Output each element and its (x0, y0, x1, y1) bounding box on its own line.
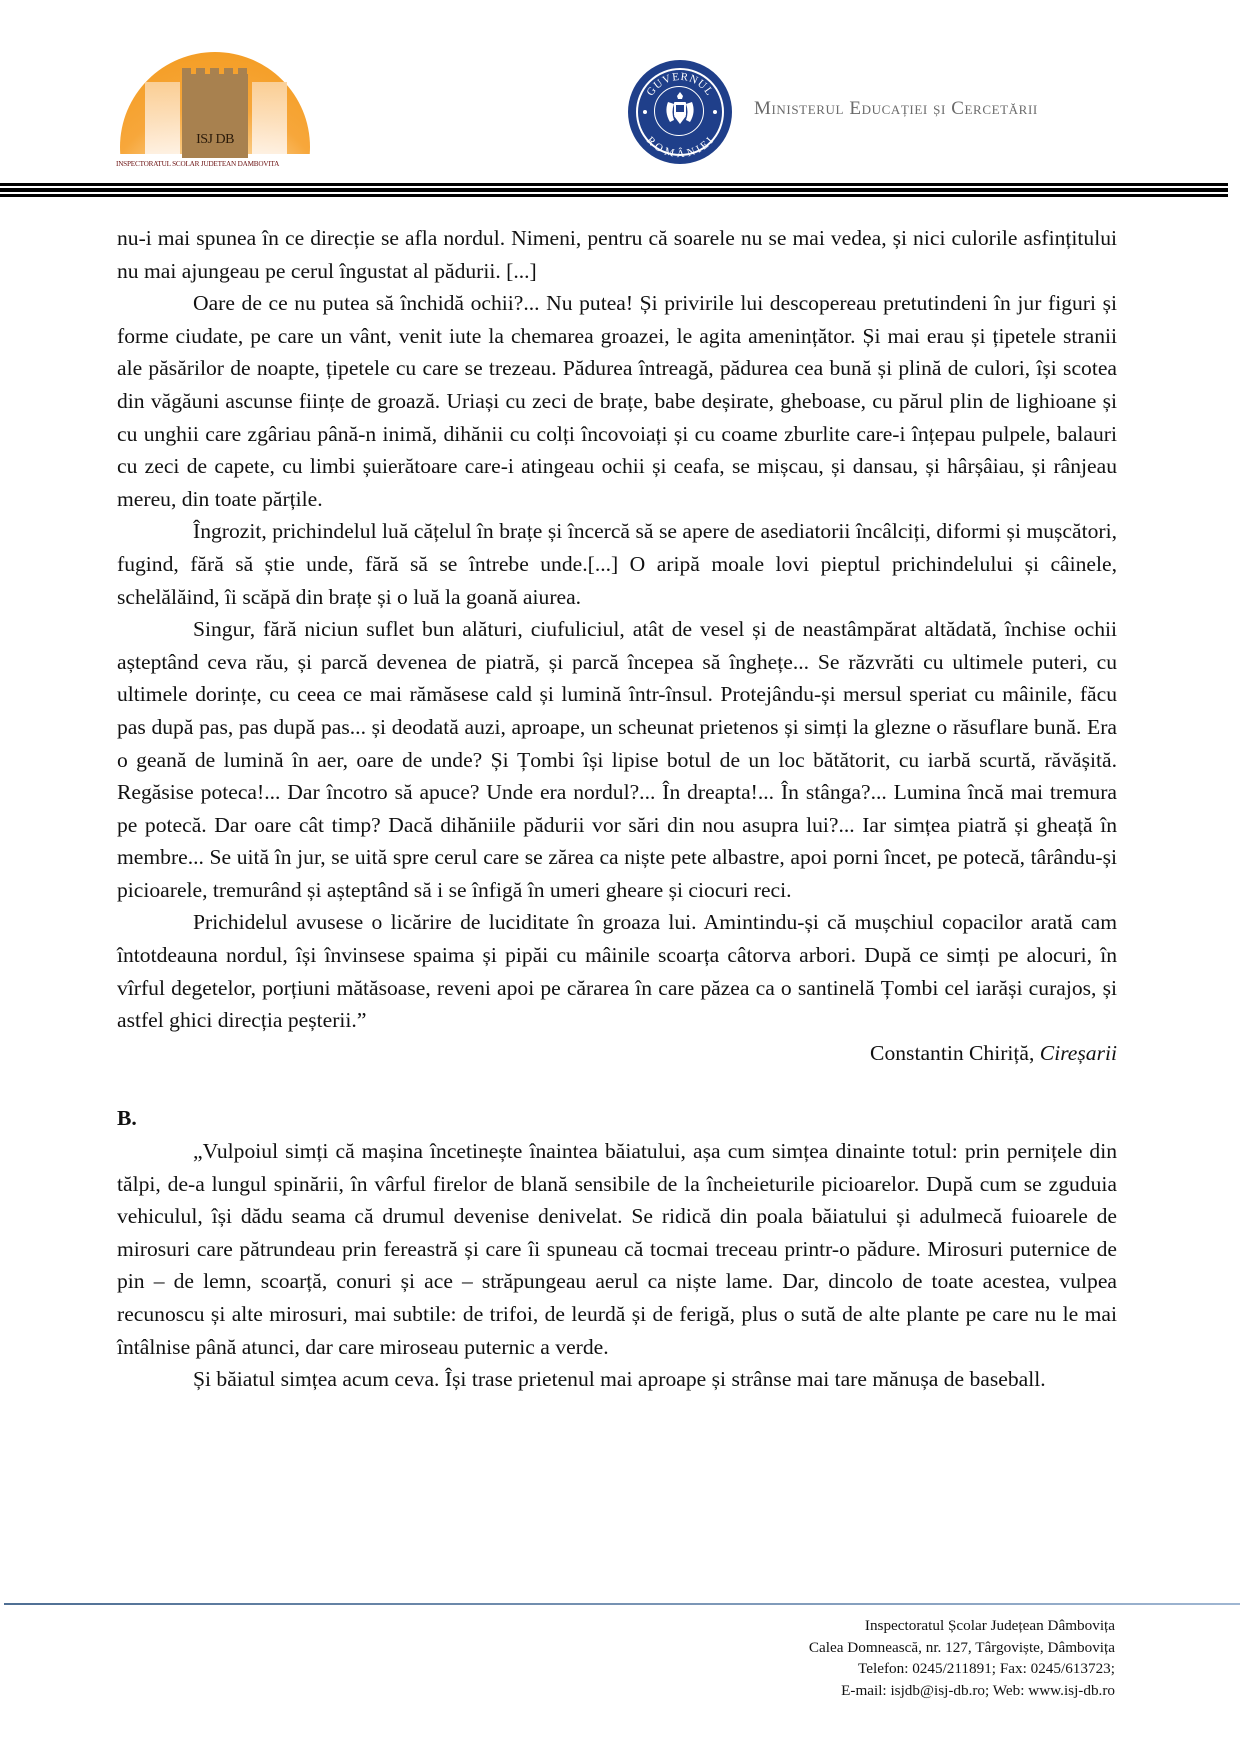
seal-graphic (628, 60, 732, 164)
document-body (117, 222, 1117, 1396)
attribution-author: Constantin Chiriță, (870, 1040, 1040, 1065)
page-footer (809, 1615, 1115, 1701)
footer-divider (4, 1603, 1240, 1605)
paragraph: Oare de ce nu putea să închidă ochii?... Nu putea! Și privirile lui descopereau pretutindeni în jur figuri și forme ciudate, pe care un vânt, venit iute la chemarea groazei, le agita amenințător. Și mai erau și țipetele stranii ale păsărilor de noapte, țipetele cu care se trezeau. Pădurea întreagă, pădurea cea bună și plină de culori, își scotea din văgăuni ascunse ființe de groază. Uriași cu zeci de brațe, babe deșirate, gheboase, cu părul plin de lighioane și cu unghii care zgâriau până-n inimă, dihănii cu colți încovoiați și cu coame zburlite care-i înțepau pulpele, balauri cu zeci de capete, cu limbi șuierătoare care-i atingeau ochii și ceafa, se mișcau, și dansau, și hârșâiau, și rânjeau mereu, din toate părțile. (117, 291, 1117, 511)
pillar-left-icon (145, 82, 180, 154)
page-header (0, 0, 1241, 200)
footer-institution: Inspectoratul Școlar Județean Dâmbovița (864, 1617, 1115, 1634)
attribution-work: Cireșarii (1039, 1040, 1117, 1065)
seal-bottom-text: ROMÂNIEI (643, 134, 717, 161)
seal-top-text: GUVERNUL (644, 70, 716, 99)
pillar-right-icon (252, 82, 287, 154)
footer-email-web: E-mail: isjdb@isj-db.ro; Web: www.isj-db.ro (841, 1681, 1115, 1699)
isj-caption: INSPECTORATUL SCOLAR JUDETEAN DAMBOVITA (116, 160, 280, 168)
isj-db-logo (116, 52, 320, 174)
paragraph: Prichidelul avusese o licărire de luciditate în groaza lui. Amintindu-și că mușchiul copacilor arată cam întotdeauna nordul, își învinsese spaima și pipăi cu mâinile scoarța câtorva arbori. După ce simți pe alocuri, în vîrful degetelor, porțiuni mătăsoase, reveni apoi pe cărarea în care păzea ca o santinelă Țombi cel iarăși curajos, și astfel ghici direcția peșterii.” (117, 910, 1117, 1033)
footer-address: Calea Domnească, nr. 127, Târgoviște, Dâmbovița (808, 1638, 1115, 1656)
attribution (117, 1037, 1117, 1070)
isj-abbreviation: ISJ DB (196, 132, 234, 147)
ministry-name: Ministerul Educației și Cercetării (754, 98, 1038, 119)
government-seal-icon (628, 60, 732, 164)
paragraph: nu-i mai spunea în ce direcție se afla nordul. Nimeni, pentru că soarele nu se mai vedea, și nici culorile asfințitului nu mai ajungeau pe cerul îngustat al pădurii. [...] (117, 226, 1117, 283)
header-divider (0, 183, 1228, 197)
paragraph: Singur, fără niciun suflet bun alături, ciufuliciul, atât de vesel și de neastâmpărat altădată, închise ochii așteptând ceva rău, și parcă devenea de piatră, și parcă începea să înghețe... Se răzvrăti cu ultimele puteri, cu ultimele dorințe, cu ceea ce mai rămăsese cald și lumină într-însul. Protejându-și mersul speriat cu mâinile, făcu pas după pas, pas după pas... și deodată auzi, aproape, un scheunat prietenos și simți la glezne o răsuflare bună. Era o geană de lumină în aer, oare de unde? Și Țombi își lipise botul de un loc bătătorit, cu iarbă scurtă, răvășită. Regăsise poteca!... Dar încotro să apuce? Unde era nordul?... În dreapta!... În stânga?... Lumina încă mai tremura pe potecă. Dar oare cât timp? Dacă dihăniile pădurii vor sări din nou asupra lui?... Iar simțea piatră și gheață în membre... Se uită în jur, se uită spre cerul care se zărea ca niște pete albastre, apoi porni încet, pe potecă, târându-și picioarele, tremurând și așteptând să i se înfigă în umeri gheare și ciocuri reci. (117, 617, 1117, 902)
paragraph: „Vulpoiul simți că mașina încetinește înaintea băiatului, așa cum simțea dinainte totul: prin pernițele din tălpi, de-a lungul spinării, în vârful firelor de blană sensibile de la încheieturile picioarelor. După cum se zguduia vehiculul, își dădu seama că drumul devenise denivelat. Se ridică din poala băiatului și adulmecă fuioarele de mirosuri care pătrundeau prin fereastră și care îi spuneau că tocmai treceau printr-o pădure. Mirosuri puternice de pin – de lemn, scoarță, conuri și ace – străpungeau aerul ca niște lame. Dar, dincolo de toate acestea, vulpea recunoscu și alte mirosuri, mai subtile: de trifoi, de leurdă și de ferigă, plus o sută de alte plante pe care nu le mai întâlnise până atunci, dar care miroseau puternic a verde. (117, 1139, 1117, 1359)
footer-phone-fax: Telefon: 0245/211891; Fax: 0245/613723; (858, 1660, 1115, 1677)
paragraph: Și băiatul simțea acum ceva. Își trase prietenul mai aproape și strânse mai tare mănușa de baseball. (193, 1367, 1046, 1392)
section-a (117, 222, 1117, 1069)
paragraph: Îngrozit, prichindelul luă cățelul în brațe și încercă să se apere de asediatorii încâlciți, diformi și mușcători, fugind, fără să știe unde, fără să se întrebe unde.[...] O aripă moale lovi pieptul prichindelului și câinele, schelălăind, îi scăpă din brațe și o luă la goană aiurea. (117, 519, 1117, 609)
section-b-label: B. (117, 1106, 137, 1131)
section-b (117, 1135, 1117, 1396)
